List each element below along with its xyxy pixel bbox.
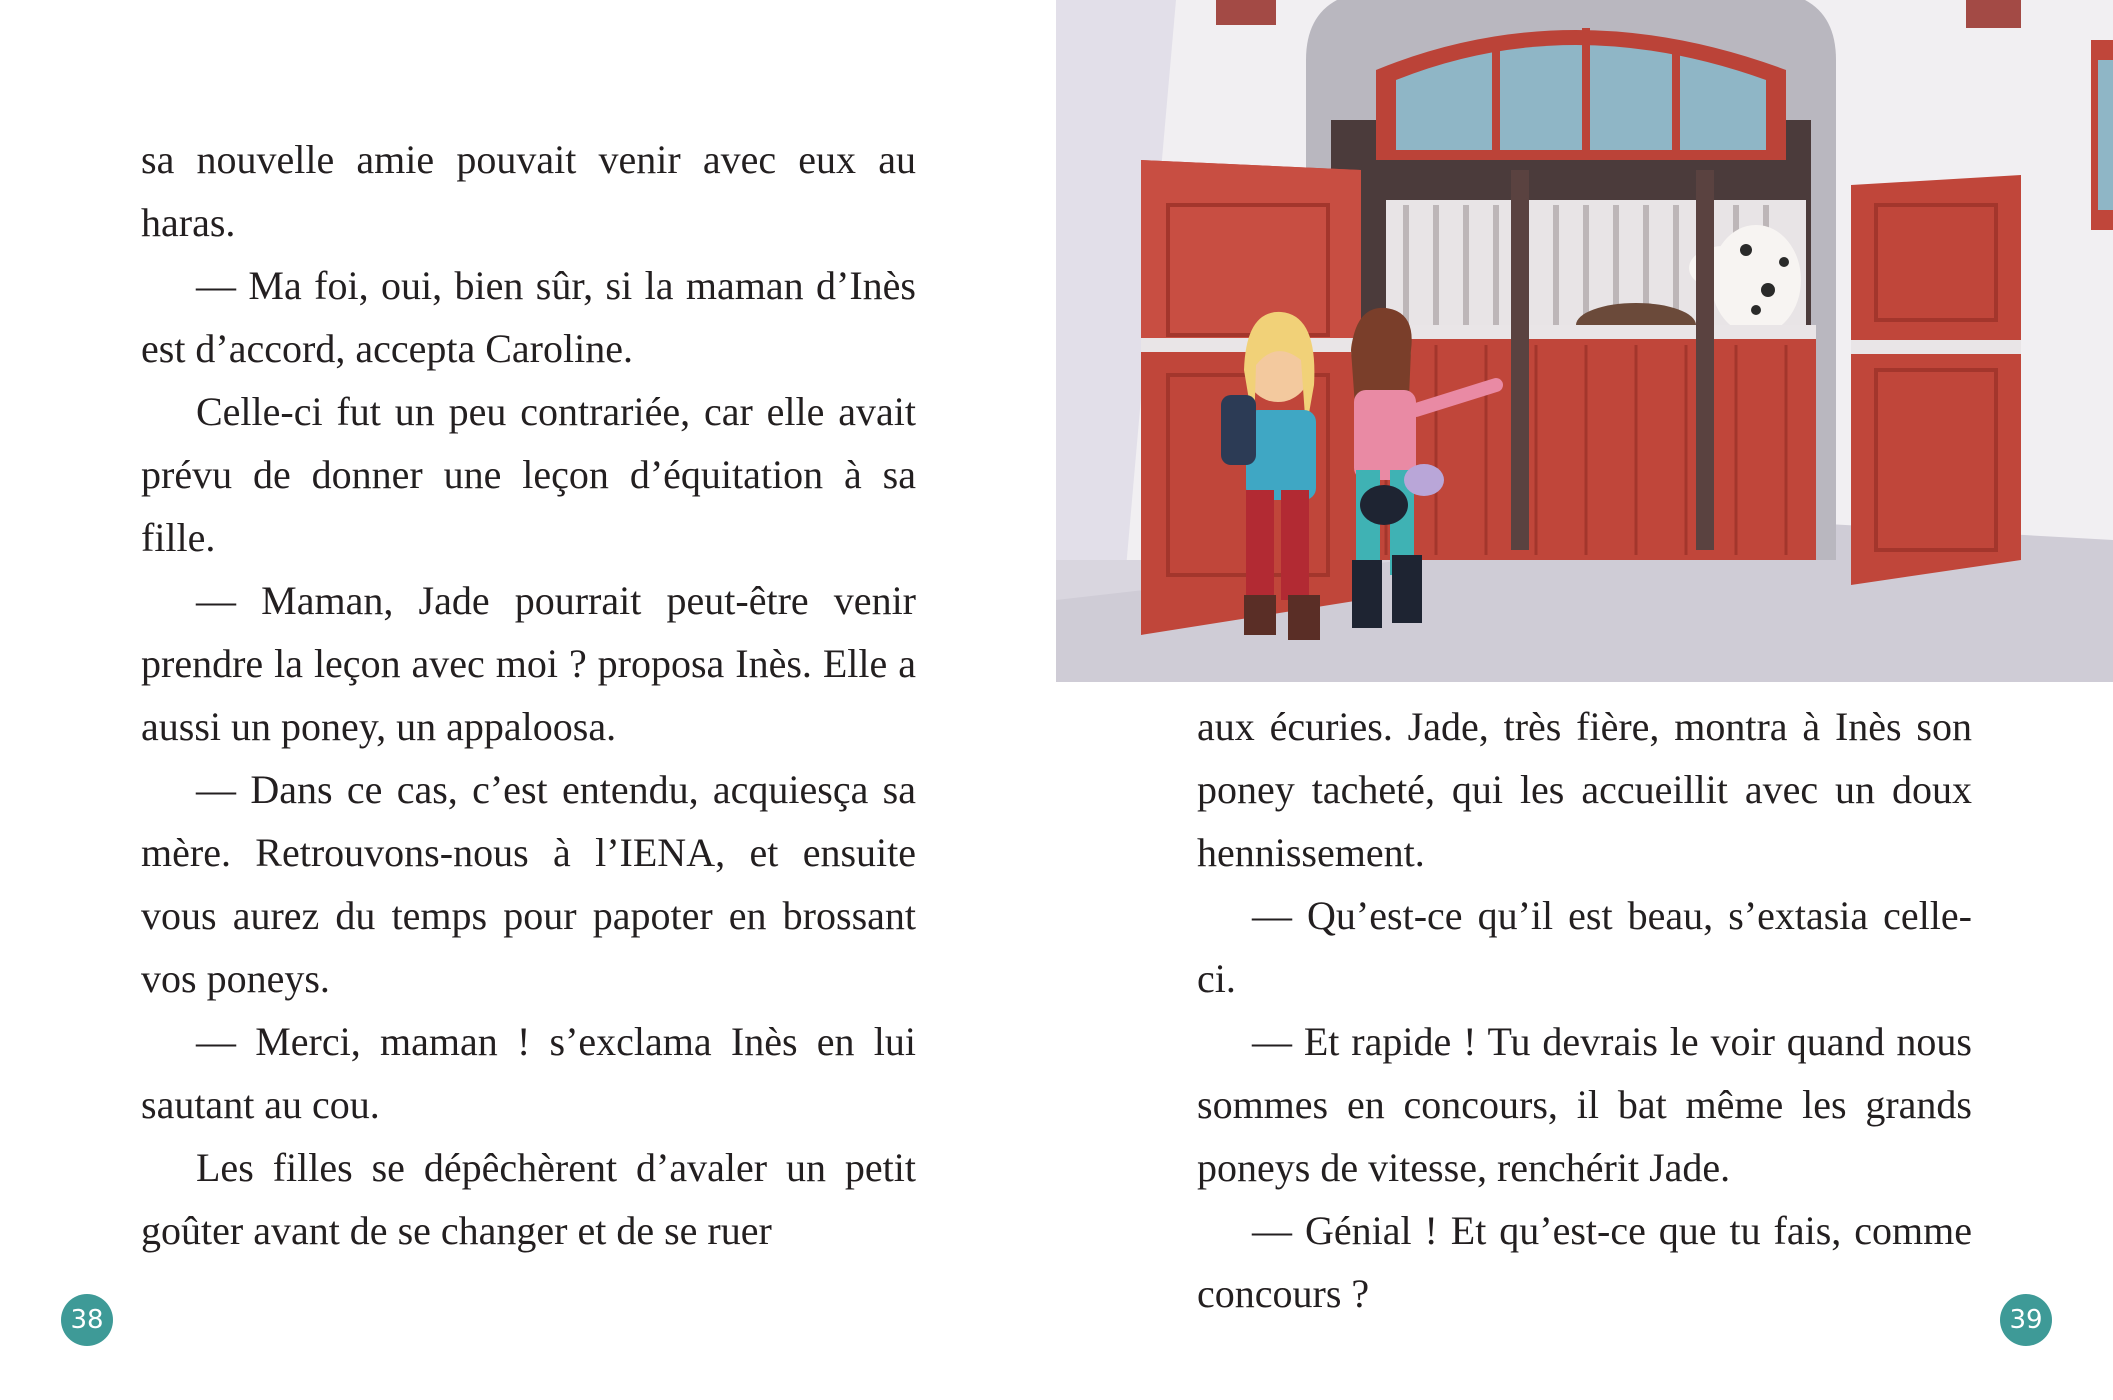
left-page: [0, 0, 1056, 1400]
paragraph: — Et rapide ! Tu devrais le voir quand nous sommes en concours, il bat même les grands poneys de vitesse, renchérit Jade.: [1197, 1019, 1972, 1190]
paragraph: sa nouvelle amie pouvait venir avec eux au haras.: [141, 137, 916, 245]
paragraph: — Ma foi, oui, bien sûr, si la maman d’Inès est d’accord, accepta Caroline.: [141, 263, 916, 371]
paragraph: — Merci, maman ! s’exclama Inès en lui sautant au cou.: [141, 1019, 916, 1127]
paragraph: — Génial ! Et qu’est-ce que tu fais, comme concours ?: [1197, 1208, 1972, 1316]
right-page-text: [1197, 695, 1972, 1325]
page-number-badge: 39: [2000, 1294, 2052, 1346]
stable-illustration: [1056, 0, 2113, 682]
left-page-text: [141, 128, 916, 1262]
paragraph: Les filles se dépêchèrent d’avaler un petit goûter avant de se changer et de se ruer: [141, 1145, 916, 1253]
paragraph: Celle-ci fut un peu contrariée, car elle avait prévu de donner une leçon d’équitation à sa fille.: [141, 389, 916, 560]
right-page: [1056, 0, 2113, 1400]
paragraph: aux écuries. Jade, très fière, montra à Inès son poney tacheté, qui les accueillit avec un doux hennissement.: [1197, 704, 1972, 875]
page-number-badge: 38: [61, 1294, 113, 1346]
paragraph: — Dans ce cas, c’est entendu, acquiesça sa mère. Retrouvons-nous à l’IENA, et ensuite vous aurez du temps pour papoter en brossant vos poneys.: [141, 767, 916, 1001]
paragraph: — Maman, Jade pourrait peut-être venir prendre la leçon avec moi ? proposa Inès. Elle a aussi un poney, un appaloosa.: [141, 578, 916, 749]
paragraph: — Qu’est-ce qu’il est beau, s’extasia celle-ci.: [1197, 893, 1972, 1001]
